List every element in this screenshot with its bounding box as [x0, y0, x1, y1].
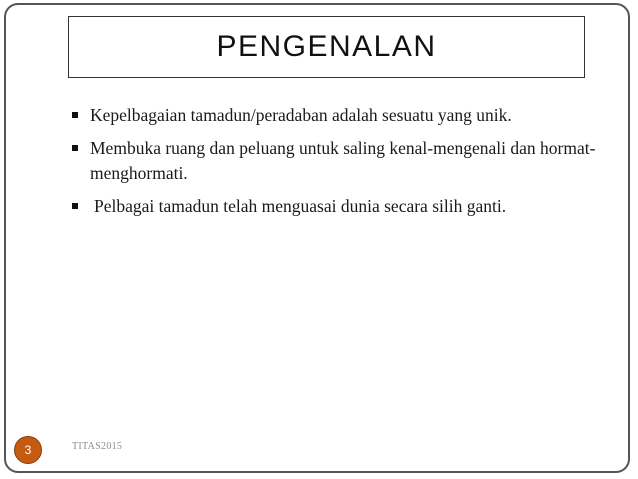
square-bullet-icon [72, 203, 78, 209]
bullet-text: Membuka ruang dan peluang untuk saling kenal-mengenali dan hormat-menghormati. [90, 138, 596, 183]
bullet-item [72, 136, 620, 186]
square-bullet-icon [72, 145, 78, 151]
bullet-item [72, 194, 620, 219]
bullet-text: Pelbagai tamadun telah menguasai dunia secara silih ganti. [94, 196, 507, 216]
bullet-list [72, 103, 620, 227]
slide-title: PENGENALAN [216, 30, 437, 63]
title-box [68, 16, 585, 78]
slide-number-badge: 3 [14, 436, 42, 464]
footer-label: TITAS2015 [72, 441, 123, 452]
bullet-text: Kepelbagaian tamadun/peradaban adalah sesuatu yang unik. [90, 105, 512, 125]
square-bullet-icon [72, 112, 78, 118]
bullet-item [72, 103, 620, 128]
